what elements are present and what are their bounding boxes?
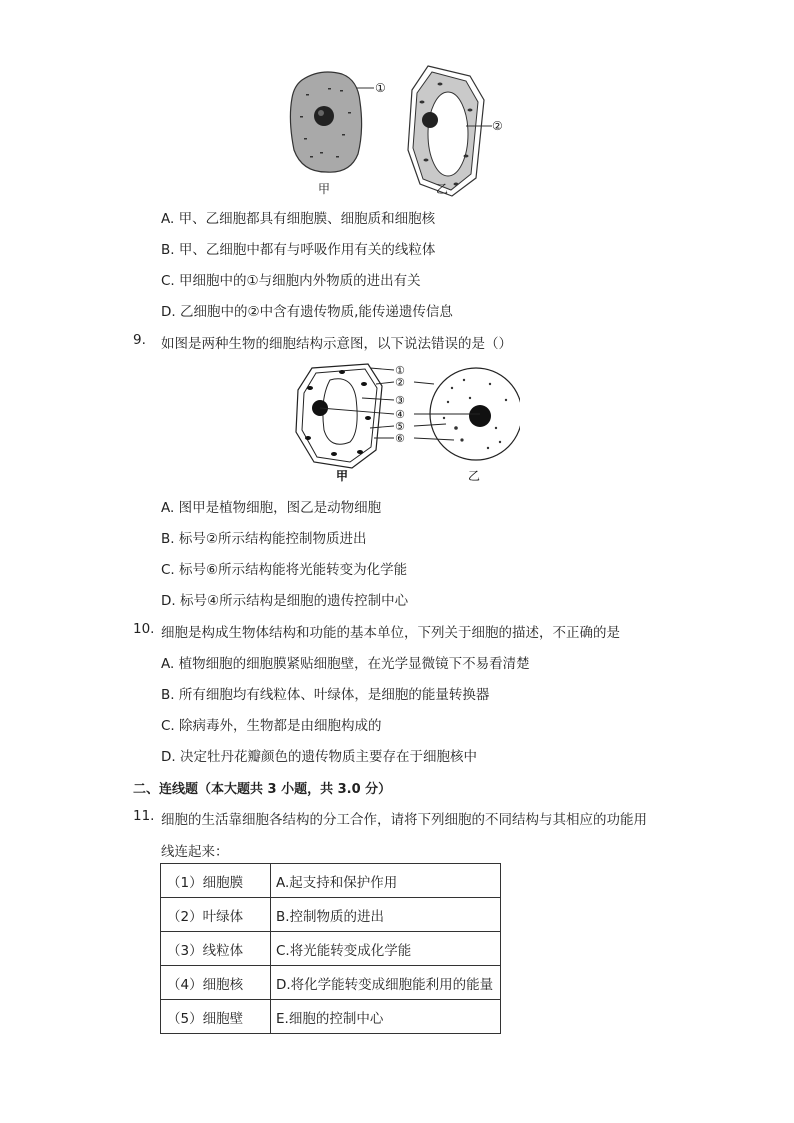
q9-animal-nucleus: [469, 405, 491, 427]
function-cell: E.细胞的控制中心: [271, 1000, 501, 1034]
plant-nucleus: [422, 112, 438, 128]
function-cell: C.将光能转变成化学能: [271, 932, 501, 966]
q10-option-b: B. 所有细胞均有线粒体、叶绿体，是细胞的能量转换器: [161, 687, 490, 703]
q10-stem: 细胞是构成生物体结构和功能的基本单位，下列关于细胞的描述，不正确的是: [161, 625, 620, 641]
structure-cell: （5）细胞壁: [161, 1000, 271, 1034]
q9-number: 9.: [133, 332, 146, 348]
animal-cell-diagram: [290, 72, 374, 172]
q11-stem-line2: 线连起来：: [161, 844, 229, 860]
plant-cell-diagram: [408, 66, 492, 196]
q9-option-b: B. 标号②所示结构能控制物质进出: [161, 531, 367, 547]
q8-caption-right: 乙: [436, 182, 449, 196]
function-cell: B.控制物质的进出: [271, 898, 501, 932]
q8-cell-figure: [280, 60, 520, 200]
q9-caption-left: 甲: [336, 469, 349, 483]
q9-cell-figure: [290, 358, 520, 486]
q9-stem: 如图是两种生物的细胞结构示意图，以下说法错误的是（）: [161, 336, 512, 352]
q9-label-2: ②: [395, 376, 405, 389]
q8-option-b: B. 甲、乙细胞中都有与呼吸作用有关的线粒体: [161, 242, 436, 258]
table-row: [161, 1000, 501, 1034]
table-row: [161, 898, 501, 932]
q10-number: 10.: [133, 621, 155, 637]
q9-label-4: ④: [395, 408, 405, 421]
q9-label-1: ①: [395, 364, 405, 377]
q9-caption-right: 乙: [468, 469, 481, 483]
table-row: [161, 864, 501, 898]
q8-label-2: ②: [492, 119, 503, 133]
animal-nucleus: [314, 106, 334, 126]
q8-caption-left: 甲: [318, 182, 331, 196]
q10-option-d: D. 决定牡丹花瓣颜色的遗传物质主要存在于细胞核中: [161, 749, 477, 765]
q10-option-a: A. 植物细胞的细胞膜紧贴细胞壁，在光学显微镜下不易看清楚: [161, 656, 530, 672]
q10-option-c: C. 除病毒外，生物都是由细胞构成的: [161, 718, 382, 734]
q9-label-5: ⑤: [395, 420, 405, 433]
plant-vacuole: [428, 92, 468, 176]
table-row: [161, 932, 501, 966]
q8-option-a: A. 甲、乙细胞都具有细胞膜、细胞质和细胞核: [161, 211, 436, 227]
structure-cell: （1）细胞膜: [161, 864, 271, 898]
table-row: [161, 966, 501, 1000]
q9-label-3: ③: [395, 394, 405, 407]
q11-stem-line1: 细胞的生活靠细胞各结构的分工合作，请将下列细胞的不同结构与其相应的功能用: [161, 812, 647, 828]
q9-label-6: ⑥: [395, 432, 405, 445]
structure-cell: （4）细胞核: [161, 966, 271, 1000]
matching-table: [160, 863, 501, 1034]
function-cell: D.将化学能转变成细胞能利用的能量: [271, 966, 501, 1000]
structure-cell: （3）线粒体: [161, 932, 271, 966]
q8-label-1: ①: [375, 81, 386, 95]
structure-cell: （2）叶绿体: [161, 898, 271, 932]
q8-option-d: D. 乙细胞中的②中含有遗传物质,能传递遗传信息: [161, 304, 453, 320]
section-title: 二、连线题（本大题共 3 小题，共 3.0 分）: [133, 782, 392, 797]
q11-number: 11.: [133, 808, 155, 824]
q9-plant-cell-diagram: [296, 364, 382, 468]
q9-option-d: D. 标号④所示结构是细胞的遗传控制中心: [161, 593, 409, 609]
function-cell: A.起支持和保护作用: [271, 864, 501, 898]
q8-option-c: C. 甲细胞中的①与细胞内外物质的进出有关: [161, 273, 421, 289]
q9-option-a: A. 图甲是植物细胞，图乙是动物细胞: [161, 500, 382, 516]
q9-option-c: C. 标号⑥所示结构能将光能转变为化学能: [161, 562, 408, 578]
